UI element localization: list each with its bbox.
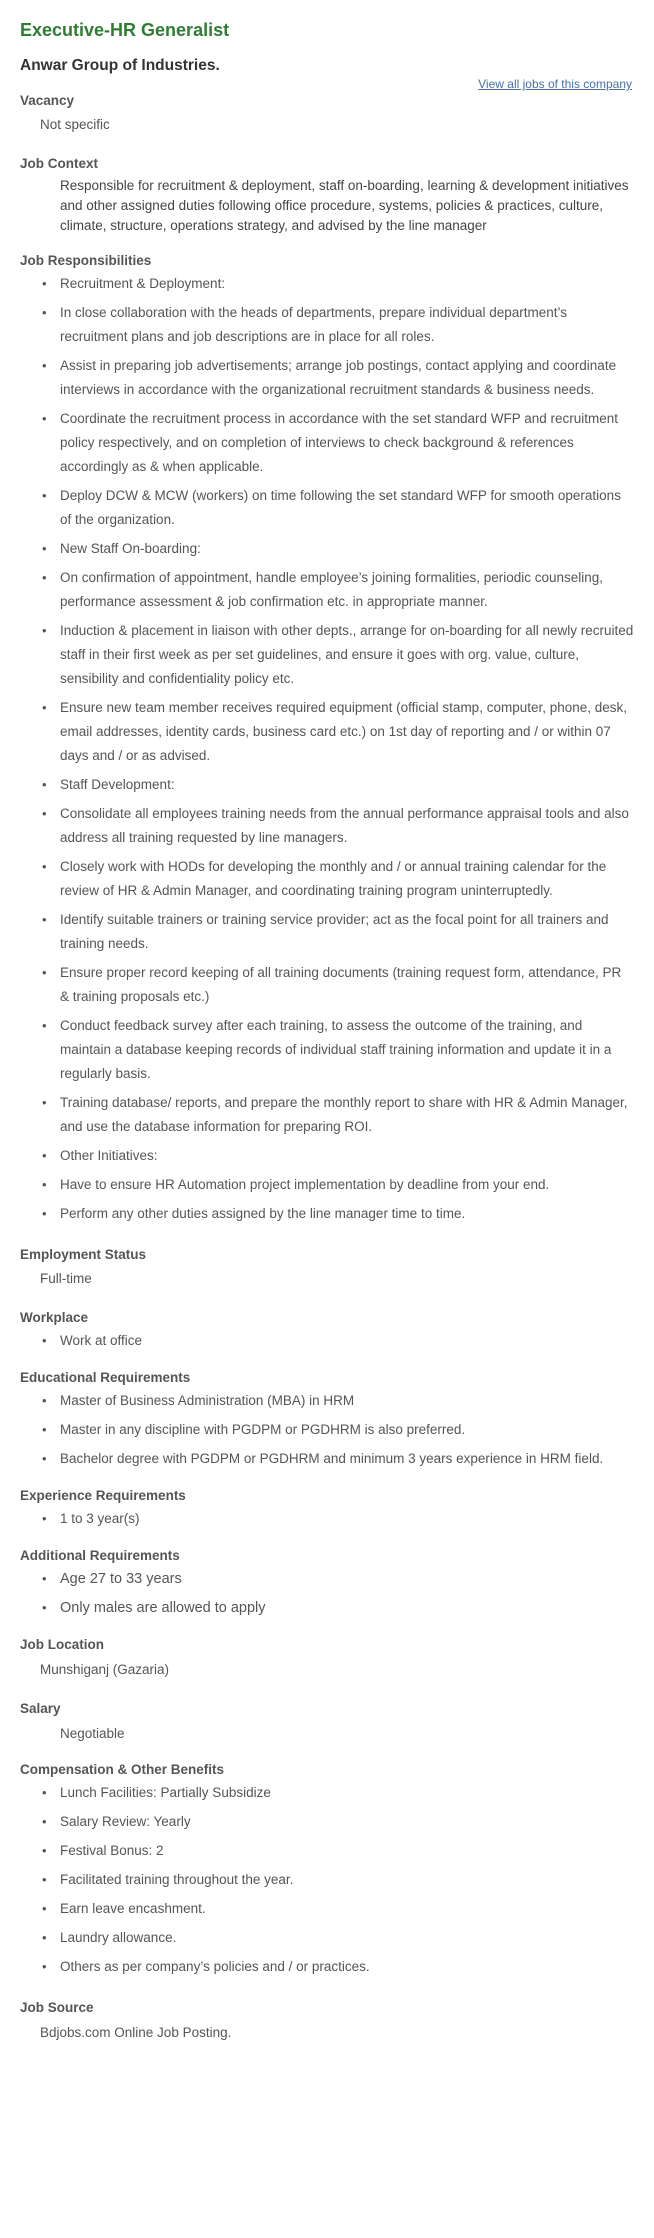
list-item: • Have to ensure HR Automation project implementation by deadline from your end. (42, 1177, 550, 1192)
list-item: • Coordinate the recruitment process in accordance with the set standard WFP and recruitment policy respectively, and on completion of interviews to check background & references accordingly as & when applicable. (42, 411, 619, 474)
list-item: • New Staff On-boarding: (42, 541, 201, 556)
list-item: • Perform any other duties assigned by the line manager time to time. (42, 1206, 466, 1221)
workplace-list (20, 1329, 634, 1353)
benefits-section (20, 1761, 634, 1979)
employment-status-section (20, 1246, 634, 1289)
list-item: • Work at office (42, 1333, 143, 1348)
list-item: • Master in any discipline with PGDPM or PGDHRM is also preferred. (42, 1422, 466, 1437)
experience-section (20, 1487, 634, 1531)
company-name: Anwar Group of Industries. (20, 57, 220, 74)
list-item: • Only males are allowed to apply (42, 1600, 266, 1616)
list-item: • Ensure proper record keeping of all training documents (training request form, attendance, PR & training proposals etc.) (42, 965, 622, 1004)
salary-title: Salary (20, 1701, 61, 1716)
list-item: • Training database/ reports, and prepare the monthly report to share with HR & Admin Manager, and use the database information for preparing ROI. (42, 1095, 628, 1134)
benefits-list (20, 1781, 634, 1979)
list-item: • Deploy DCW & MCW (workers) on time following the set standard WFP for smooth operations of the organization. (42, 488, 621, 527)
education-section (20, 1369, 634, 1471)
list-item: • Ensure new team member receives required equipment (official stamp, computer, phone, desk, email addresses, identity cards, business card etc.) on 1st day of reporting and / or within 07 days and / or as advised. (42, 700, 628, 763)
list-item: • Bachelor degree with PGDPM or PGDHRM and minimum 3 years experience in HRM field. (42, 1451, 604, 1466)
list-item: • Identify suitable trainers or training service provider; act as the focal point for all trainers and training needs. (42, 912, 609, 951)
location-title: Job Location (20, 1637, 104, 1652)
source-value: Bdjobs.com Online Job Posting. (40, 2025, 232, 2040)
employment-status-title: Employment Status (20, 1247, 147, 1262)
job-title: Executive-HR Generalist (20, 20, 230, 40)
list-item: • Salary Review: Yearly (42, 1814, 191, 1829)
location-section (20, 1636, 634, 1680)
list-item: • Other Initiatives: (42, 1148, 158, 1163)
list-item: • Recruitment & Deployment: (42, 276, 226, 291)
education-list (20, 1389, 634, 1471)
list-item: • Staff Development: (42, 777, 175, 792)
education-title: Educational Requirements (20, 1370, 191, 1385)
job-context-title: Job Context (20, 156, 99, 171)
salary-value: Negotiable (60, 1726, 125, 1741)
list-item: • Induction & placement in liaison with other depts., arrange for on-boarding for all newly recruited staff in their first week as per set guidelines, and ensure it goes with org. value, culture, sensibility and confidentiality policy etc. (42, 623, 634, 686)
list-item: • Consolidate all employees training needs from the annual performance appraisal tools and also address all training requested by line managers. (42, 806, 629, 845)
salary-section (20, 1700, 634, 1744)
experience-title: Experience Requirements (20, 1488, 186, 1503)
additional-title: Additional Requirements (20, 1548, 180, 1563)
job-context-text: Responsible for recruitment & deployment, staff on-boarding, learning & development initiatives and other assigned duties following office procedure, systems, policies & practices, culture, climate, structure, operations strategy, and advised by the line manager (60, 178, 629, 233)
list-item: • Laundry allowance. (42, 1930, 177, 1945)
additional-list (20, 1567, 634, 1620)
job-context-section (20, 155, 634, 236)
vacancy-section (20, 92, 634, 135)
experience-list (20, 1507, 634, 1531)
list-item: • In close collaboration with the heads of departments, prepare individual department’s recruitment plans and job descriptions are in place for all roles. (42, 305, 568, 344)
list-item: • Earn leave encashment. (42, 1901, 206, 1916)
list-item: • Closely work with HODs for developing the monthly and / or annual training calendar for the review of HR & Admin Manager, and coordinating training program uninterruptedly. (42, 859, 607, 898)
source-title: Job Source (20, 2000, 94, 2015)
view-all-jobs-link[interactable]: View all jobs of this company (478, 77, 632, 91)
list-item: • Lunch Facilities: Partially Subsidize (42, 1785, 271, 1800)
employment-status-value: Full-time (40, 1271, 92, 1286)
workplace-title: Workplace (20, 1310, 89, 1325)
list-item: • On confirmation of appointment, handle employee’s joining formalities, periodic counseling, performance assessment & job confirmation etc. in appropriate manner. (42, 570, 604, 609)
list-item: • Conduct feedback survey after each training, to assess the outcome of the training, and maintain a database keeping records of individual staff training information and update it in a regularly basis. (42, 1018, 612, 1081)
list-item: • Age 27 to 33 years (42, 1571, 182, 1587)
list-item: • Facilitated training throughout the year. (42, 1872, 294, 1887)
responsibilities-list (20, 272, 634, 1226)
additional-section (20, 1547, 634, 1620)
workplace-section (20, 1309, 634, 1353)
responsibilities-section (20, 252, 634, 1226)
vacancy-title: Vacancy (20, 93, 75, 108)
source-section (20, 1999, 634, 2043)
list-item: • Festival Bonus: 2 (42, 1843, 164, 1858)
list-item: • 1 to 3 year(s) (42, 1511, 140, 1526)
vacancy-value: Not specific (40, 117, 110, 132)
list-item: • Assist in preparing job advertisements; arrange job postings, contact applying and coordinate interviews in accordance with the organizational recruitment standards & business needs. (42, 358, 617, 397)
responsibilities-title: Job Responsibilities (20, 253, 152, 268)
location-value: Munshiganj (Gazaria) (40, 1662, 170, 1677)
list-item: • Master of Business Administration (MBA) in HRM (42, 1393, 355, 1408)
list-item: • Others as per company’s policies and / or practices. (42, 1959, 370, 1974)
benefits-title: Compensation & Other Benefits (20, 1762, 225, 1777)
